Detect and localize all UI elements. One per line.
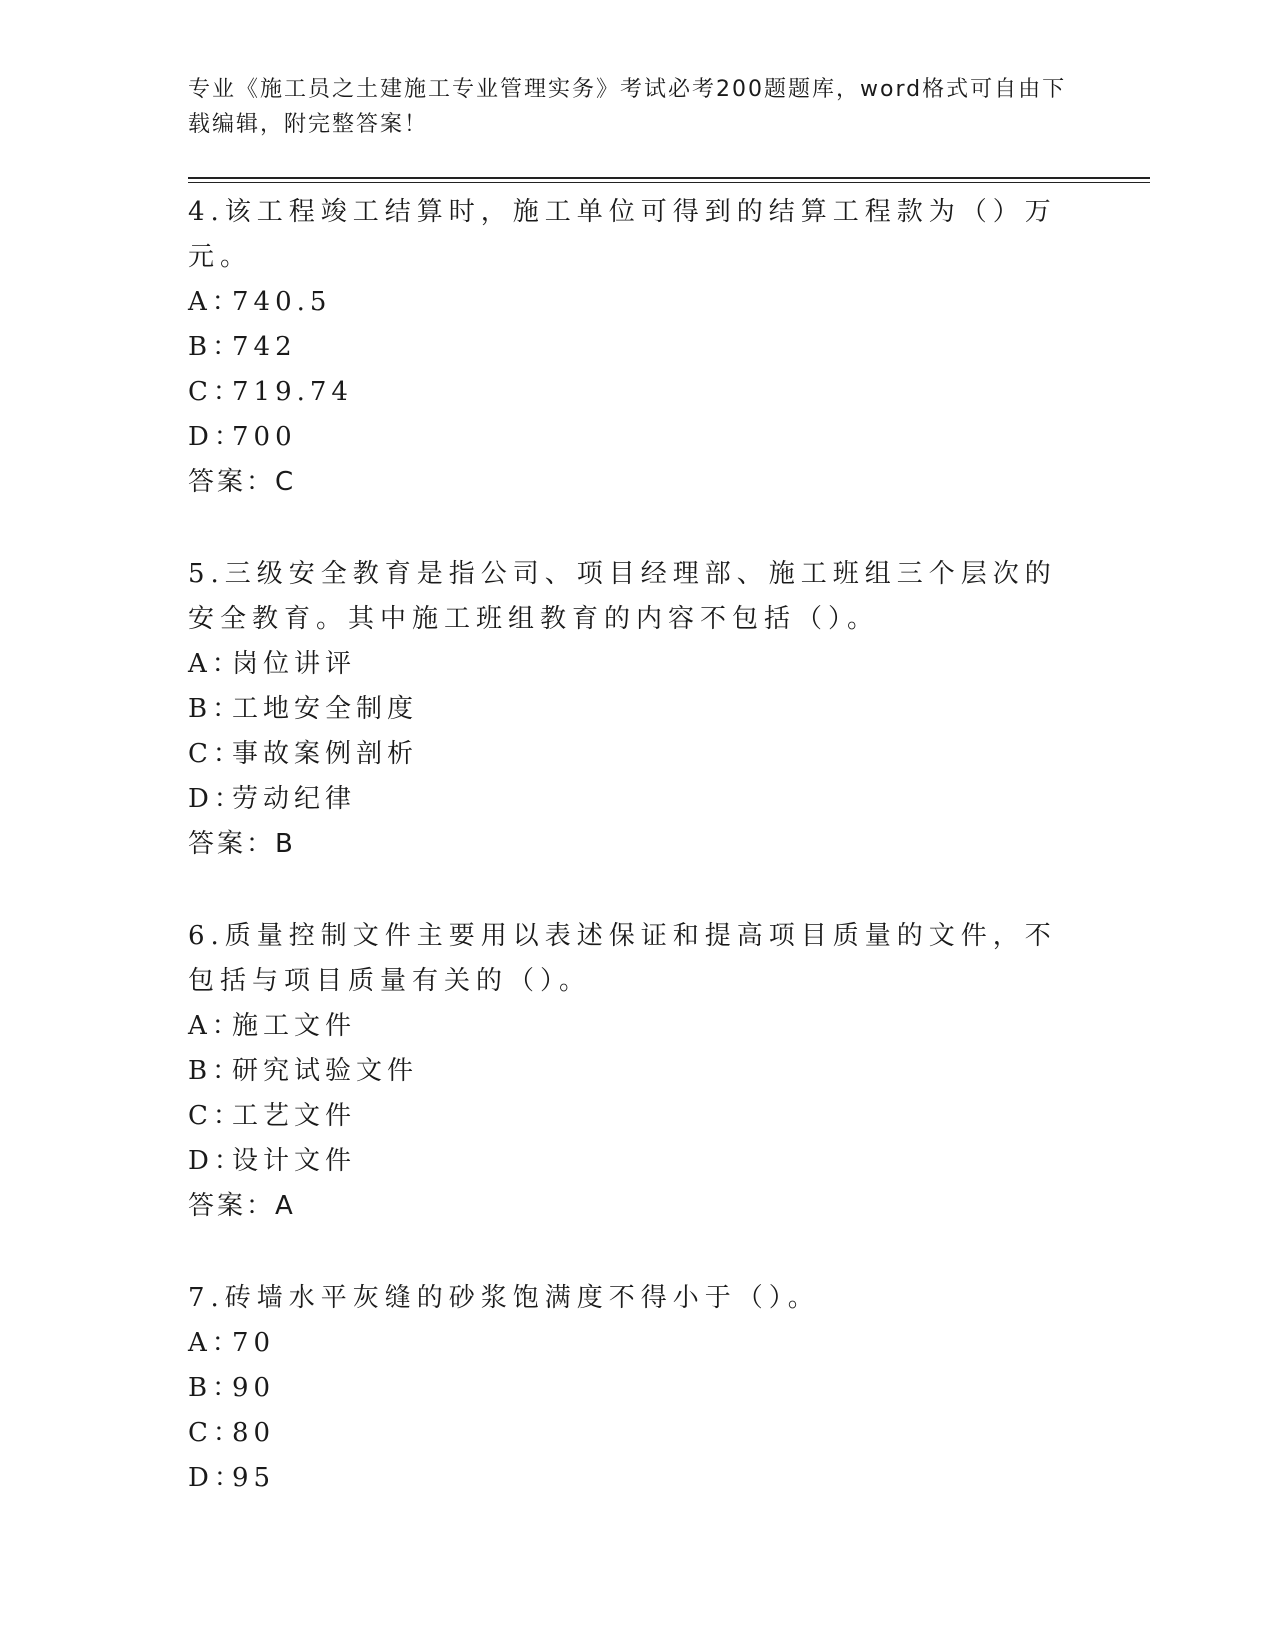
option-a — [188, 1004, 1088, 1049]
option-label: A： — [188, 287, 243, 317]
option-a — [188, 642, 1088, 687]
answer-line: 答案：C — [188, 467, 297, 497]
option-text: 742 — [232, 332, 297, 362]
option-text: 719.74 — [232, 377, 353, 407]
option-b — [188, 687, 1088, 732]
question-stem: 6.质量控制文件主要用以表述保证和提高项目质量的文件，不包括与项目质量有关的（）。 — [188, 921, 1057, 996]
option-d — [188, 1139, 1088, 1184]
option-c — [188, 1094, 1088, 1139]
option-text: 95 — [232, 1463, 276, 1493]
question-4 — [188, 190, 1088, 505]
option-c — [188, 1411, 1088, 1456]
option-label: D： — [188, 1146, 245, 1176]
option-text: 工艺文件 — [232, 1101, 357, 1131]
question-5 — [188, 552, 1088, 867]
option-label: B： — [188, 694, 244, 724]
option-label: C： — [188, 1418, 244, 1448]
option-label: A： — [188, 649, 243, 679]
question-stem: 4.该工程竣工结算时，施工单位可得到的结算工程款为（）万元。 — [188, 197, 1057, 272]
option-text: 工地安全制度 — [232, 694, 419, 724]
option-label: B： — [188, 1373, 244, 1403]
option-text: 700 — [232, 422, 297, 452]
question-7 — [188, 1276, 1088, 1501]
option-label: A： — [188, 1011, 243, 1041]
option-text: 设计文件 — [232, 1146, 357, 1176]
header-divider-thick — [188, 177, 1150, 179]
option-d — [188, 1456, 1088, 1501]
question-6 — [188, 914, 1088, 1229]
option-text: 70 — [232, 1328, 276, 1358]
option-b — [188, 1366, 1088, 1411]
option-label: B： — [188, 1056, 244, 1086]
option-label: A： — [188, 1328, 243, 1358]
option-text: 施工文件 — [232, 1011, 357, 1041]
option-text: 研究试验文件 — [232, 1056, 419, 1086]
option-d — [188, 415, 1088, 460]
option-text: 740.5 — [232, 287, 332, 317]
option-label: C： — [188, 1101, 244, 1131]
header-divider-thin — [188, 182, 1150, 183]
document-header: 专业《施工员之土建施工专业管理实务》考试必考200题题库，word格式可自由下载编辑，附完整答案！ — [188, 77, 1067, 137]
option-label: C： — [188, 739, 244, 769]
question-list — [188, 190, 1088, 1501]
option-c — [188, 370, 1088, 415]
option-text: 岗位讲评 — [232, 649, 357, 679]
option-text: 事故案例剖析 — [232, 739, 419, 769]
question-stem: 5.三级安全教育是指公司、项目经理部、施工班组三个层次的安全教育。其中施工班组教育的内容不包括（）。 — [188, 559, 1057, 634]
option-label: D： — [188, 422, 245, 452]
option-text: 劳动纪律 — [232, 784, 357, 814]
option-a — [188, 1321, 1088, 1366]
option-text: 80 — [232, 1418, 276, 1448]
option-label: B： — [188, 332, 244, 362]
question-stem: 7.砖墙水平灰缝的砂浆饱满度不得小于（）。 — [188, 1283, 820, 1313]
option-a — [188, 280, 1088, 325]
option-label: D： — [188, 1463, 245, 1493]
answer-line: 答案：B — [188, 829, 296, 859]
option-c — [188, 732, 1088, 777]
option-b — [188, 1049, 1088, 1094]
option-d — [188, 777, 1088, 822]
option-b — [188, 325, 1088, 370]
option-text: 90 — [232, 1373, 276, 1403]
option-label: D： — [188, 784, 245, 814]
answer-line: 答案：A — [188, 1191, 296, 1221]
option-label: C： — [188, 377, 244, 407]
